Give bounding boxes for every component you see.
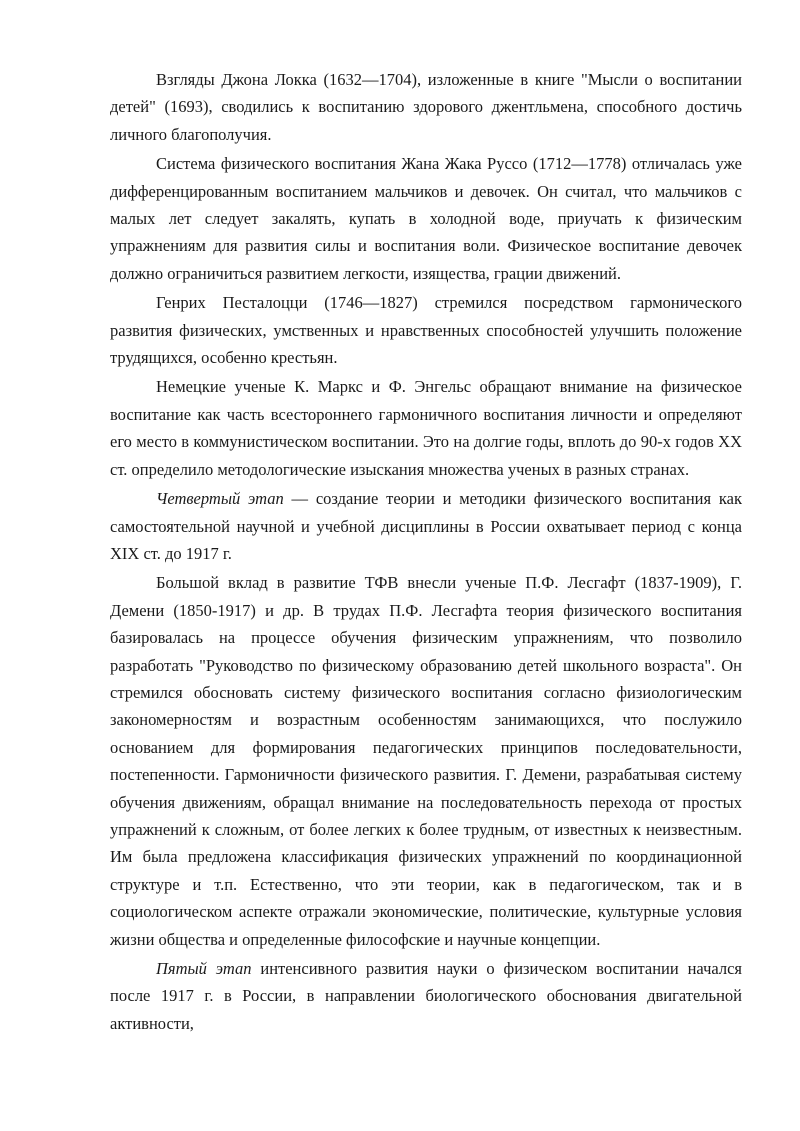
paragraph-text: Большой вклад в развитие ТФВ внесли ученые П.Ф. Лесгафт (1837-1909), Г. Демени (1850-1917) и др. В трудах П.Ф. Лесгафта теория физического воспитания базировалась на процессе обучения физическим упражнениям, что позволило разработать "Руководство по физическому образованию детей школьного возраста". Он стремился обосновать систему физического воспитания согласно физиологическим закономерностям и возрастным особенностям занимающихся, что послужило основанием для формирования педагогических принципов последовательности, постепенности. Гармоничности физического развития. Г. Демени, разрабатывая систему обучения движениям, обращал внимание на последовательность перехода от простых упражнений к сложным, от более легких к более трудным, от известных к неизвестным. Им была предложена классификация физических упражнений по координационной структуре и т.п. Естественно, что эти теории, как в педагогическом, так и в социологическом аспекте отражали экономические, политические, культурные условия жизни общества и определенные философские и научные концепции.	[110, 573, 742, 949]
paragraph-marx-engels	[110, 373, 742, 483]
paragraph-fourth-stage	[110, 485, 742, 567]
paragraph-text: Взгляды Джона Локка (1632—1704), изложенные в книге "Мысли о воспитании детей" (1693), сводились к воспитанию здорового джентльмена, способного достичь личного благополучия.	[110, 70, 742, 144]
stage-term: Четвертый этап	[156, 489, 284, 509]
paragraph-text: Система физического воспитания Жана Жака Руссо (1712—1778) отличалась уже дифференцированным воспитанием мальчиков и девочек. Он считал, что мальчиков с малых лет следует закалять, купать в холодной воде, приучать к физическим упражнениям для развития силы и воспитания воли. Физическое воспитание девочек должно ограничиться развитием легкости, изящества, грации движений.	[110, 154, 742, 283]
paragraph-text: интенсивного развития науки о физическом воспитании начался после 1917 г. в России, в направлении биологического обоснования двигательной активности,	[110, 959, 742, 1033]
paragraph-pestalozzi	[110, 289, 742, 371]
paragraph-lesgaft-demeny	[110, 569, 742, 953]
paragraph-text: Немецкие ученые К. Маркс и Ф. Энгельс обращают внимание на физическое воспитание как часть всестороннего гармоничного воспитания личности и определяют его место в коммунистическом воспитании. Это на долгие годы, вплоть до 90-х годов XX ст. определило методологические изыскания множества ученых в разных странах.	[110, 377, 742, 479]
paragraph-fifth-stage	[110, 955, 742, 1037]
stage-term: Пятый этап	[156, 959, 252, 978]
paragraph-text: — создание теории и методики физического воспитания как самостоятельной научной и учебной дисциплины в России охватывает период с конца XIX ст. до 1917 г.	[110, 489, 742, 563]
paragraph-text: Генрих Песталоцци (1746—1827) стремился посредством гармонического развития физических, умственных и нравственных способностей улучшить положение трудящихся, особенно крестьян.	[110, 293, 742, 368]
paragraph-locke	[110, 66, 742, 148]
paragraph-rousseau	[110, 150, 742, 287]
